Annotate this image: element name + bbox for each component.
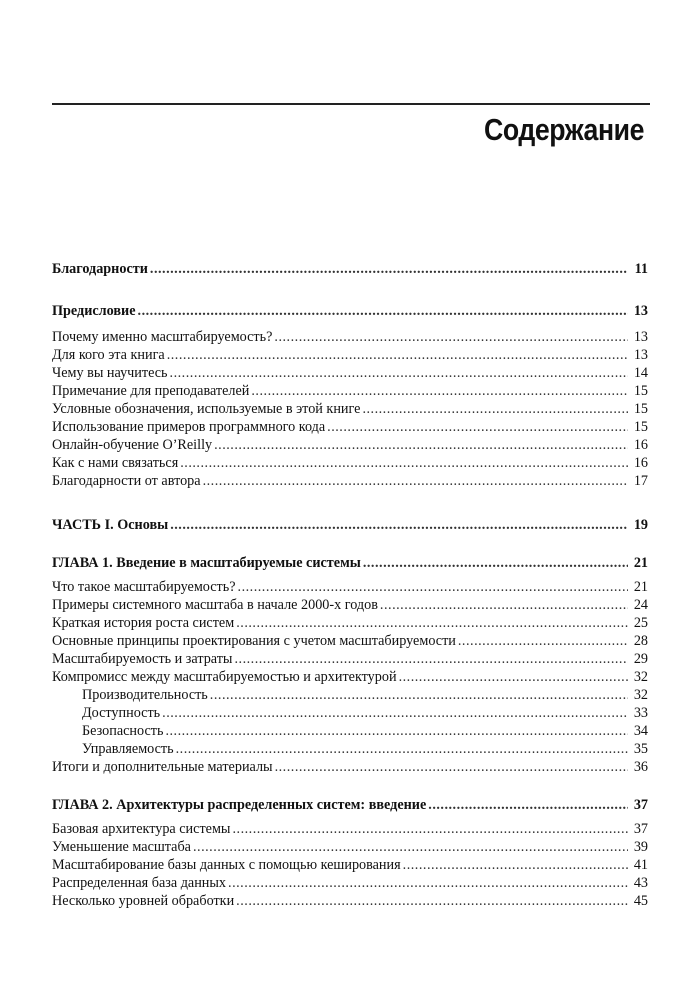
toc-entry-page: 39 bbox=[633, 839, 648, 855]
toc-entry-page: 32 bbox=[633, 687, 648, 703]
toc-entry[interactable] bbox=[52, 472, 648, 490]
toc-entry[interactable] bbox=[52, 686, 648, 704]
toc-entry[interactable] bbox=[52, 892, 648, 910]
toc-entry[interactable] bbox=[52, 758, 648, 776]
toc-entry-title: Для кого эта книга bbox=[52, 347, 165, 363]
dot-leader bbox=[162, 704, 628, 722]
toc-entry[interactable] bbox=[52, 454, 648, 472]
toc-entry-title: Использование примеров программного кода bbox=[52, 419, 326, 435]
toc-entry[interactable] bbox=[52, 516, 648, 534]
dot-leader bbox=[238, 578, 628, 596]
toc-entry[interactable] bbox=[52, 838, 648, 856]
toc-entry-page: 13 bbox=[633, 303, 648, 319]
toc-entry[interactable] bbox=[52, 722, 648, 740]
dot-leader bbox=[138, 302, 628, 320]
toc-entry-page: 14 bbox=[633, 365, 648, 381]
toc-entry-page: 13 bbox=[633, 329, 648, 345]
toc-entry-title: Предисловие bbox=[52, 303, 136, 319]
toc-entry-title: Компромисс между масштабируемостью и архитектурой bbox=[52, 669, 397, 685]
dot-leader bbox=[236, 892, 628, 910]
dot-leader bbox=[362, 400, 628, 418]
toc-entry-title: ЧАСТЬ I. Основы bbox=[52, 517, 169, 533]
toc-entry-title: Итоги и дополнительные материалы bbox=[52, 759, 273, 775]
toc-entry-page: 15 bbox=[633, 419, 648, 435]
dot-leader bbox=[275, 758, 628, 776]
toc-entry-title: Распределенная база данных bbox=[52, 875, 227, 891]
dot-leader bbox=[150, 260, 628, 278]
dot-leader bbox=[203, 472, 628, 490]
toc-entry-title: Почему именно масштабируемость? bbox=[52, 329, 273, 345]
toc-entry-title: Управляемость bbox=[82, 741, 174, 757]
toc-entry[interactable] bbox=[52, 302, 648, 320]
toc-entry-page: 25 bbox=[633, 615, 648, 631]
dot-leader bbox=[193, 838, 628, 856]
toc-entry[interactable] bbox=[52, 436, 648, 454]
dot-leader bbox=[176, 740, 628, 758]
toc-entry[interactable] bbox=[52, 740, 648, 758]
dot-leader bbox=[458, 632, 628, 650]
toc-entry-page: 13 bbox=[633, 347, 648, 363]
toc-entry-title: Как с нами связаться bbox=[52, 455, 179, 471]
dot-leader bbox=[210, 686, 628, 704]
toc-entry-title: Несколько уровней обработки bbox=[52, 893, 235, 909]
dot-leader bbox=[214, 436, 628, 454]
toc-entry[interactable] bbox=[52, 554, 648, 572]
dot-leader bbox=[403, 856, 628, 874]
dot-leader bbox=[170, 364, 628, 382]
toc-entry[interactable] bbox=[52, 614, 648, 632]
toc-entry-page: 29 bbox=[633, 651, 648, 667]
toc-entry-page: 36 bbox=[633, 759, 648, 775]
toc-entry-page: 37 bbox=[633, 821, 648, 837]
toc-entry-page: 15 bbox=[633, 383, 648, 399]
toc-entry-page: 16 bbox=[633, 437, 648, 453]
toc-entry-title: ГЛАВА 2. Архитектуры распределенных систем: введение bbox=[52, 797, 427, 813]
toc-entry[interactable] bbox=[52, 260, 648, 278]
dot-leader bbox=[165, 722, 628, 740]
toc-entry-title: Благодарности от автора bbox=[52, 473, 201, 489]
toc-entry[interactable] bbox=[52, 418, 648, 436]
toc-entry[interactable] bbox=[52, 346, 648, 364]
toc-entry[interactable] bbox=[52, 382, 648, 400]
page-title: Содержание bbox=[484, 112, 644, 147]
dot-leader bbox=[236, 614, 628, 632]
toc-entry-title: Базовая архитектура системы bbox=[52, 821, 231, 837]
toc-entry[interactable] bbox=[52, 856, 648, 874]
toc-entry-page: 35 bbox=[633, 741, 648, 757]
toc-entry-title: Условные обозначения, используемые в этой книге bbox=[52, 401, 361, 417]
toc-entry[interactable] bbox=[52, 632, 648, 650]
dot-leader bbox=[251, 382, 628, 400]
toc-entry-title: Масштабирование базы данных с помощью кеширования bbox=[52, 857, 401, 873]
dot-leader bbox=[274, 328, 628, 346]
toc-entry[interactable] bbox=[52, 874, 648, 892]
toc-entry-page: 37 bbox=[633, 797, 648, 813]
toc-entry-title: Производительность bbox=[82, 687, 208, 703]
toc-entry[interactable] bbox=[52, 364, 648, 382]
toc-entry[interactable] bbox=[52, 820, 648, 838]
toc-entry[interactable] bbox=[52, 596, 648, 614]
dot-leader bbox=[170, 516, 628, 534]
toc-entry-page: 15 bbox=[633, 401, 648, 417]
toc-entry-title: Основные принципы проектирования с учетом масштабируемости bbox=[52, 633, 456, 649]
dot-leader bbox=[232, 820, 628, 838]
toc-entry-title: ГЛАВА 1. Введение в масштабируемые системы bbox=[52, 555, 361, 571]
toc-entry-title: Благодарности bbox=[52, 261, 148, 277]
toc-entry[interactable] bbox=[52, 668, 648, 686]
dot-leader bbox=[327, 418, 628, 436]
dot-leader bbox=[180, 454, 628, 472]
toc-entry-title: Примечание для преподавателей bbox=[52, 383, 250, 399]
toc-entry-title: Доступность bbox=[82, 705, 161, 721]
toc-entry-page: 21 bbox=[633, 579, 648, 595]
dot-leader bbox=[234, 650, 628, 668]
toc-entry-title: Онлайн-обучение O’Reilly bbox=[52, 437, 213, 453]
header-rule bbox=[52, 103, 650, 105]
dot-leader bbox=[380, 596, 628, 614]
toc-entry-page: 19 bbox=[633, 517, 648, 533]
toc-entry-title: Краткая история роста систем bbox=[52, 615, 235, 631]
toc-entry[interactable] bbox=[52, 578, 648, 596]
toc-entry-title: Масштабируемость и затраты bbox=[52, 651, 233, 667]
toc-entry-page: 28 bbox=[633, 633, 648, 649]
dot-leader bbox=[363, 554, 628, 572]
toc-entry-page: 21 bbox=[633, 555, 648, 571]
toc-entry-title: Безопасность bbox=[82, 723, 164, 739]
toc-entry-page: 24 bbox=[633, 597, 648, 613]
dot-leader bbox=[399, 668, 628, 686]
dot-leader bbox=[167, 346, 628, 364]
toc-entry-page: 16 bbox=[633, 455, 648, 471]
toc-entry[interactable] bbox=[52, 328, 648, 346]
toc-entry-title: Уменьшение масштаба bbox=[52, 839, 191, 855]
dot-leader bbox=[228, 874, 628, 892]
dot-leader bbox=[428, 796, 628, 814]
toc-entry-page: 11 bbox=[634, 261, 648, 277]
toc-entry[interactable] bbox=[52, 796, 648, 814]
toc-entry-page: 32 bbox=[633, 669, 648, 685]
toc-entry-title: Что такое масштабируемость? bbox=[52, 579, 236, 595]
toc-entry-page: 33 bbox=[633, 705, 648, 721]
toc-entry[interactable] bbox=[52, 704, 648, 722]
toc-entry-page: 17 bbox=[633, 473, 648, 489]
toc-entry[interactable] bbox=[52, 650, 648, 668]
toc-entry-page: 34 bbox=[633, 723, 648, 739]
toc-entry-title: Чему вы научитесь bbox=[52, 365, 168, 381]
toc-entry-page: 43 bbox=[633, 875, 648, 891]
toc-entry-page: 41 bbox=[633, 857, 648, 873]
toc-entry-title: Примеры системного масштаба в начале 2000-х годов bbox=[52, 597, 378, 613]
toc-entry-page: 45 bbox=[633, 893, 648, 909]
toc-entry[interactable] bbox=[52, 400, 648, 418]
